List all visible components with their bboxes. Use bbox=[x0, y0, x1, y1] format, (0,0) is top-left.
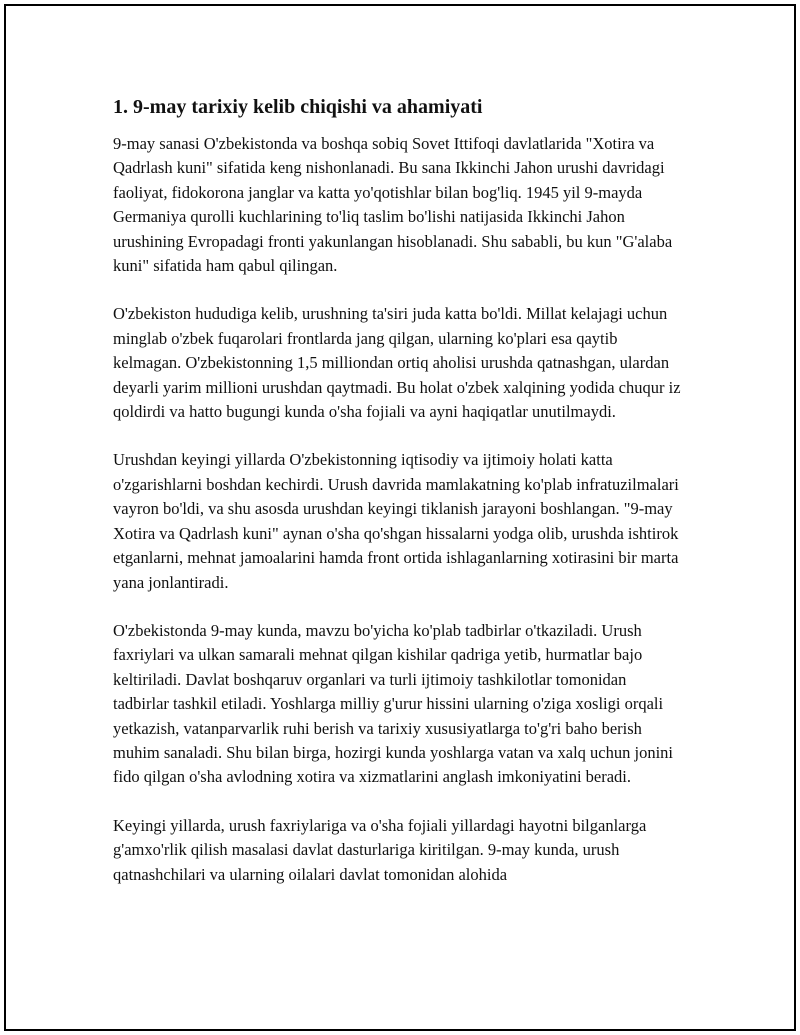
section-heading: 1. 9-may tarixiy kelib chiqishi va ahamiyati bbox=[113, 96, 483, 118]
document-body bbox=[113, 94, 683, 911]
paragraph-4: O'zbekistonda 9-may kunda, mavzu bo'yicha ko'plab tadbirlar o'tkaziladi. Urush faxriylari va ulkan samarali mehnat qilgan kishilar qadriga yetib, hurmatlar bajo keltiriladi. Davlat boshqaruv organlari va turli ijtimoiy tashkilotlar tomonidan tadbirlar tashkil etiladi. Yoshlarga milliy g'urur hissini ularning o'ziga xosligi orqali yetkazish, vatanparvarlik ruhi berish va tarixiy xususiyatlarga to'g'ri baho berish muhim sanaladi. Shu bilan birga, hozirgi kunda yoshlarga vatan va xalq uchun jonini fido qilgan o'sha avlodning xotira va xizmatlarini anglash imkoniyatini beradi. bbox=[113, 620, 673, 787]
paragraph-5: Keyingi yillarda, urush faxriylariga va o'sha fojiali yillardagi hayotni bilganlarga g'amxo'rlik qilish masalasi davlat dasturlariga kiritilgan. 9-may kunda, urush qatnashchilari va ularning oilalari davlat tomonidan alohida bbox=[113, 815, 647, 884]
paragraph-2: O'zbekiston hududiga kelib, urushning ta'siri juda katta bo'ldi. Millat kelajagi uchun minglab o'zbek fuqarolari frontlarda jang qilgan, ularning ko'plari esa qaytib kelmagan. O'zbekistonning 1,5 milliondan ortiq aholisi urushda qatnashgan, ulardan deyarli yarim millioni urushdan qaytmadi. Bu holat o'zbek xalqining yodida chuqur iz qoldirdi va hatto bugungi kunda o'sha fojiali va ayni haqiqatlar unutilmaydi. bbox=[113, 304, 681, 422]
paragraph-1: 9-may sanasi O'zbekistonda va boshqa sobiq Sovet Ittifoqi davlatlarida "Xotira va Qadrlash kuni" sifatida keng nishonlanadi. Bu sana Ikkinchi Jahon urushi davridagi faoliyat, fidokorona janglar va katta yo'qotishlar bilan bog'liq. 1945 yil 9-mayda Germaniya qurolli kuchlarining to'liq taslim bo'lishi natijasida Ikkinchi Jahon urushining Evropadagi fronti yakunlangan hisoblanadi. Shu sababli, bu kun "G'alaba kuni" sifatida ham qabul qilingan. bbox=[113, 134, 673, 276]
paragraph-3: Urushdan keyingi yillarda O'zbekistonning iqtisodiy va ijtimoiy holati katta o'zgarishlarni boshdan kechirdi. Urush davrida mamlakatning ko'plab infratuzilmalari vayron bo'ldi, va shu asosda urushdan keyingi tiklanish jarayoni boshlangan. "9-may Xotira va Qadrlash kuni" aynan o'sha qo'shgan hissalarni yodga olib, urushda ishtirok etganlarni, mehnat jamoalarini hamda front ortida ishlaganlarning xotirasini bir marta yana jonlantiradi. bbox=[113, 450, 679, 592]
